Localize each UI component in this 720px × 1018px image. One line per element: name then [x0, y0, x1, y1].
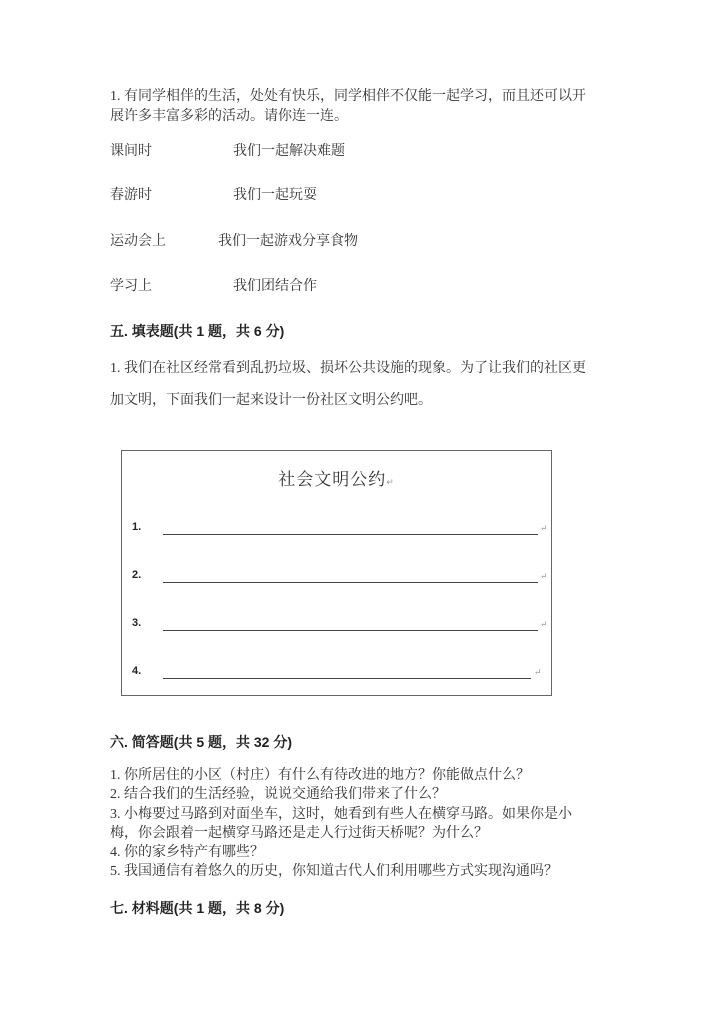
question-text: 1. 有同学相伴的生活，处处有快乐，同学相伴不仅能一起学习，而且还可以开: [110, 89, 586, 104]
pact-item[interactable]: 4. ↵: [132, 665, 542, 677]
question-text: 1. 你所居住的小区（村庄）有什么有待改进的地方？你能做点什么？: [110, 768, 530, 783]
pact-item[interactable]: 2. ↵: [132, 569, 548, 581]
pact-title: 社会文明公约↵: [278, 470, 395, 489]
return-mark-icon: ↵: [540, 619, 548, 629]
question-text: 3. 小梅要过马路到对面坐车，这时，她看到有些人在横穿马路。如果你是小: [110, 807, 572, 822]
match-left-item: 课间时: [110, 144, 152, 159]
answer-line[interactable]: [163, 678, 531, 679]
return-mark-icon: ↵: [386, 477, 395, 487]
question-text: 梅，你会跟着一起横穿马路还是走人行过街天桥呢？为什么？: [110, 826, 488, 841]
answer-line[interactable]: [163, 582, 538, 583]
question-text: 4. 你的家乡特产有哪些？: [110, 845, 264, 860]
civility-pact-table: [121, 450, 552, 696]
match-left-item: 运动会上: [110, 234, 166, 249]
match-left-item: 学习上: [110, 279, 152, 294]
answer-line[interactable]: [163, 630, 538, 631]
answer-line[interactable]: [163, 534, 538, 535]
section-heading: 七. 材料题(共 1 题，共 8 分): [110, 900, 285, 916]
pact-item[interactable]: 1. ↵: [132, 521, 548, 533]
question-text: 加文明，下面我们一起来设计一份社区文明公约吧。: [110, 393, 432, 408]
return-mark-icon: ↵: [534, 667, 542, 677]
return-mark-icon: ↵: [540, 571, 548, 581]
section-heading: 六. 简答题(共 5 题，共 32 分): [110, 734, 293, 750]
question-text: 5. 我国通信有着悠久的历史，你知道古代人们利用哪些方式实现沟通吗？: [110, 864, 558, 879]
match-right-item: 我们团结合作: [233, 279, 317, 294]
pact-item[interactable]: 3. ↵: [132, 617, 548, 629]
match-right-item: 我们一起解决难题: [233, 144, 345, 159]
match-right-item: 我们一起游戏分享食物: [218, 234, 358, 249]
return-mark-icon: ↵: [540, 523, 548, 533]
question-text: 展许多丰富多彩的活动。请你连一连。: [110, 109, 348, 124]
section-heading: 五. 填表题(共 1 题，共 6 分): [110, 323, 285, 339]
question-text: 2. 结合我们的生活经验，说说交通给我们带来了什么？: [110, 787, 446, 802]
match-right-item: 我们一起玩耍: [233, 188, 317, 203]
match-left-item: 春游时: [110, 188, 152, 203]
question-text: 1. 我们在社区经常看到乱扔垃圾、损坏公共设施的现象。为了让我们的社区更: [110, 361, 586, 376]
